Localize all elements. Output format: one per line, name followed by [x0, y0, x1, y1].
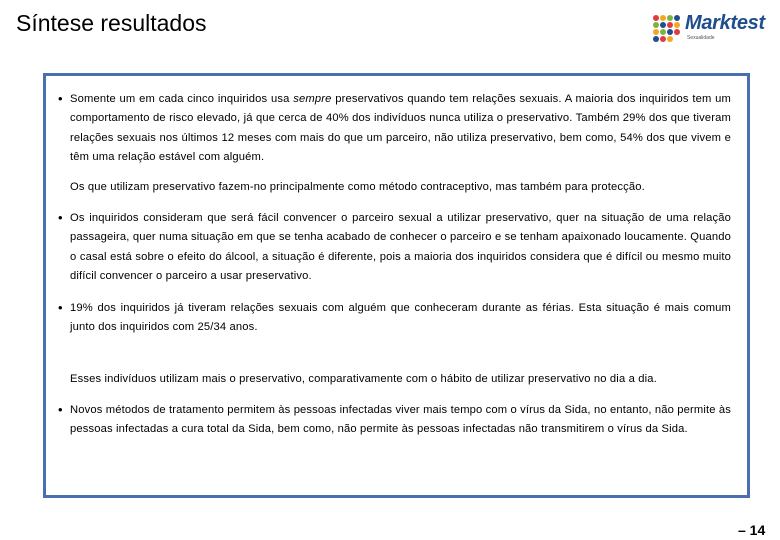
- logo-brand-text: Marktest: [685, 12, 765, 34]
- logo-sub-text: Sexualidade: [687, 35, 715, 41]
- page-title: Síntese resultados: [16, 10, 207, 36]
- bullet-2-text: Os inquiridos consideram que será fácil convencer o parceiro sexual a utilizar preservativo, quer na situação de uma relação passageira, quer numa situação em que se tenha acabado de conhecer o parceiro e se tenham apaixonado loucamente. Quando o casal está sobre o efeito do álcool, a situação é diferente, pois a maioria dos inquiridos considera que é difícil ou mesmo muito difícil convencer o parceiro a usar preservativo.: [70, 212, 731, 282]
- bullet-1-before: Somente um em cada cinco inquiridos usa: [70, 93, 294, 105]
- bullet-1-after: preservativos quando tem relações sexuais. A maioria dos inquiridos tem um comportamento de risco elevado, já que cerca de 40% dos indivíduos nunca utiliza o preservativo. Também 29% dos que tiveram relações sexuais nos últimos 12 meses com mais do que um parceiro, não utiliza preservativo, bem como, 54% dos que vivem e têm uma relação estável com alguém.: [70, 93, 731, 163]
- bullet-1-text: [70, 90, 731, 167]
- bullet-marker: •: [58, 300, 63, 315]
- bullet-marker: •: [58, 91, 63, 106]
- bullet-marker: •: [58, 210, 63, 225]
- logo-dots-icon: [652, 14, 684, 42]
- bullet-4-text: Novos métodos de tratamento permitem às pessoas infectadas viver mais tempo com o vírus da Sida, no entanto, não permite às pessoas infectadas a cura total da Sida, bem como, não permite às pessoas infectadas não transmitirem o vírus da Sida.: [70, 404, 731, 436]
- marktest-logo: [652, 12, 764, 44]
- bullet-1-continuation: Os que utilizam preservativo fazem-no principalmente como método contraceptivo, mas também para protecção.: [70, 181, 645, 193]
- bullet-1-emphasis: sempre: [293, 93, 332, 105]
- bullet-marker: •: [58, 402, 63, 417]
- bullet-3-text: 19% dos inquiridos já tiveram relações sexuais com alguém que conheceram durante as férias. Esta situação é mais comum junto dos inquiridos com 25/34 anos.: [70, 302, 731, 334]
- bullet-3-continuation: Esses indivíduos utilizam mais o preservativo, comparativamente com o hábito de utilizar preservativo no dia a dia.: [70, 373, 657, 385]
- page-number: – 14: [738, 522, 766, 538]
